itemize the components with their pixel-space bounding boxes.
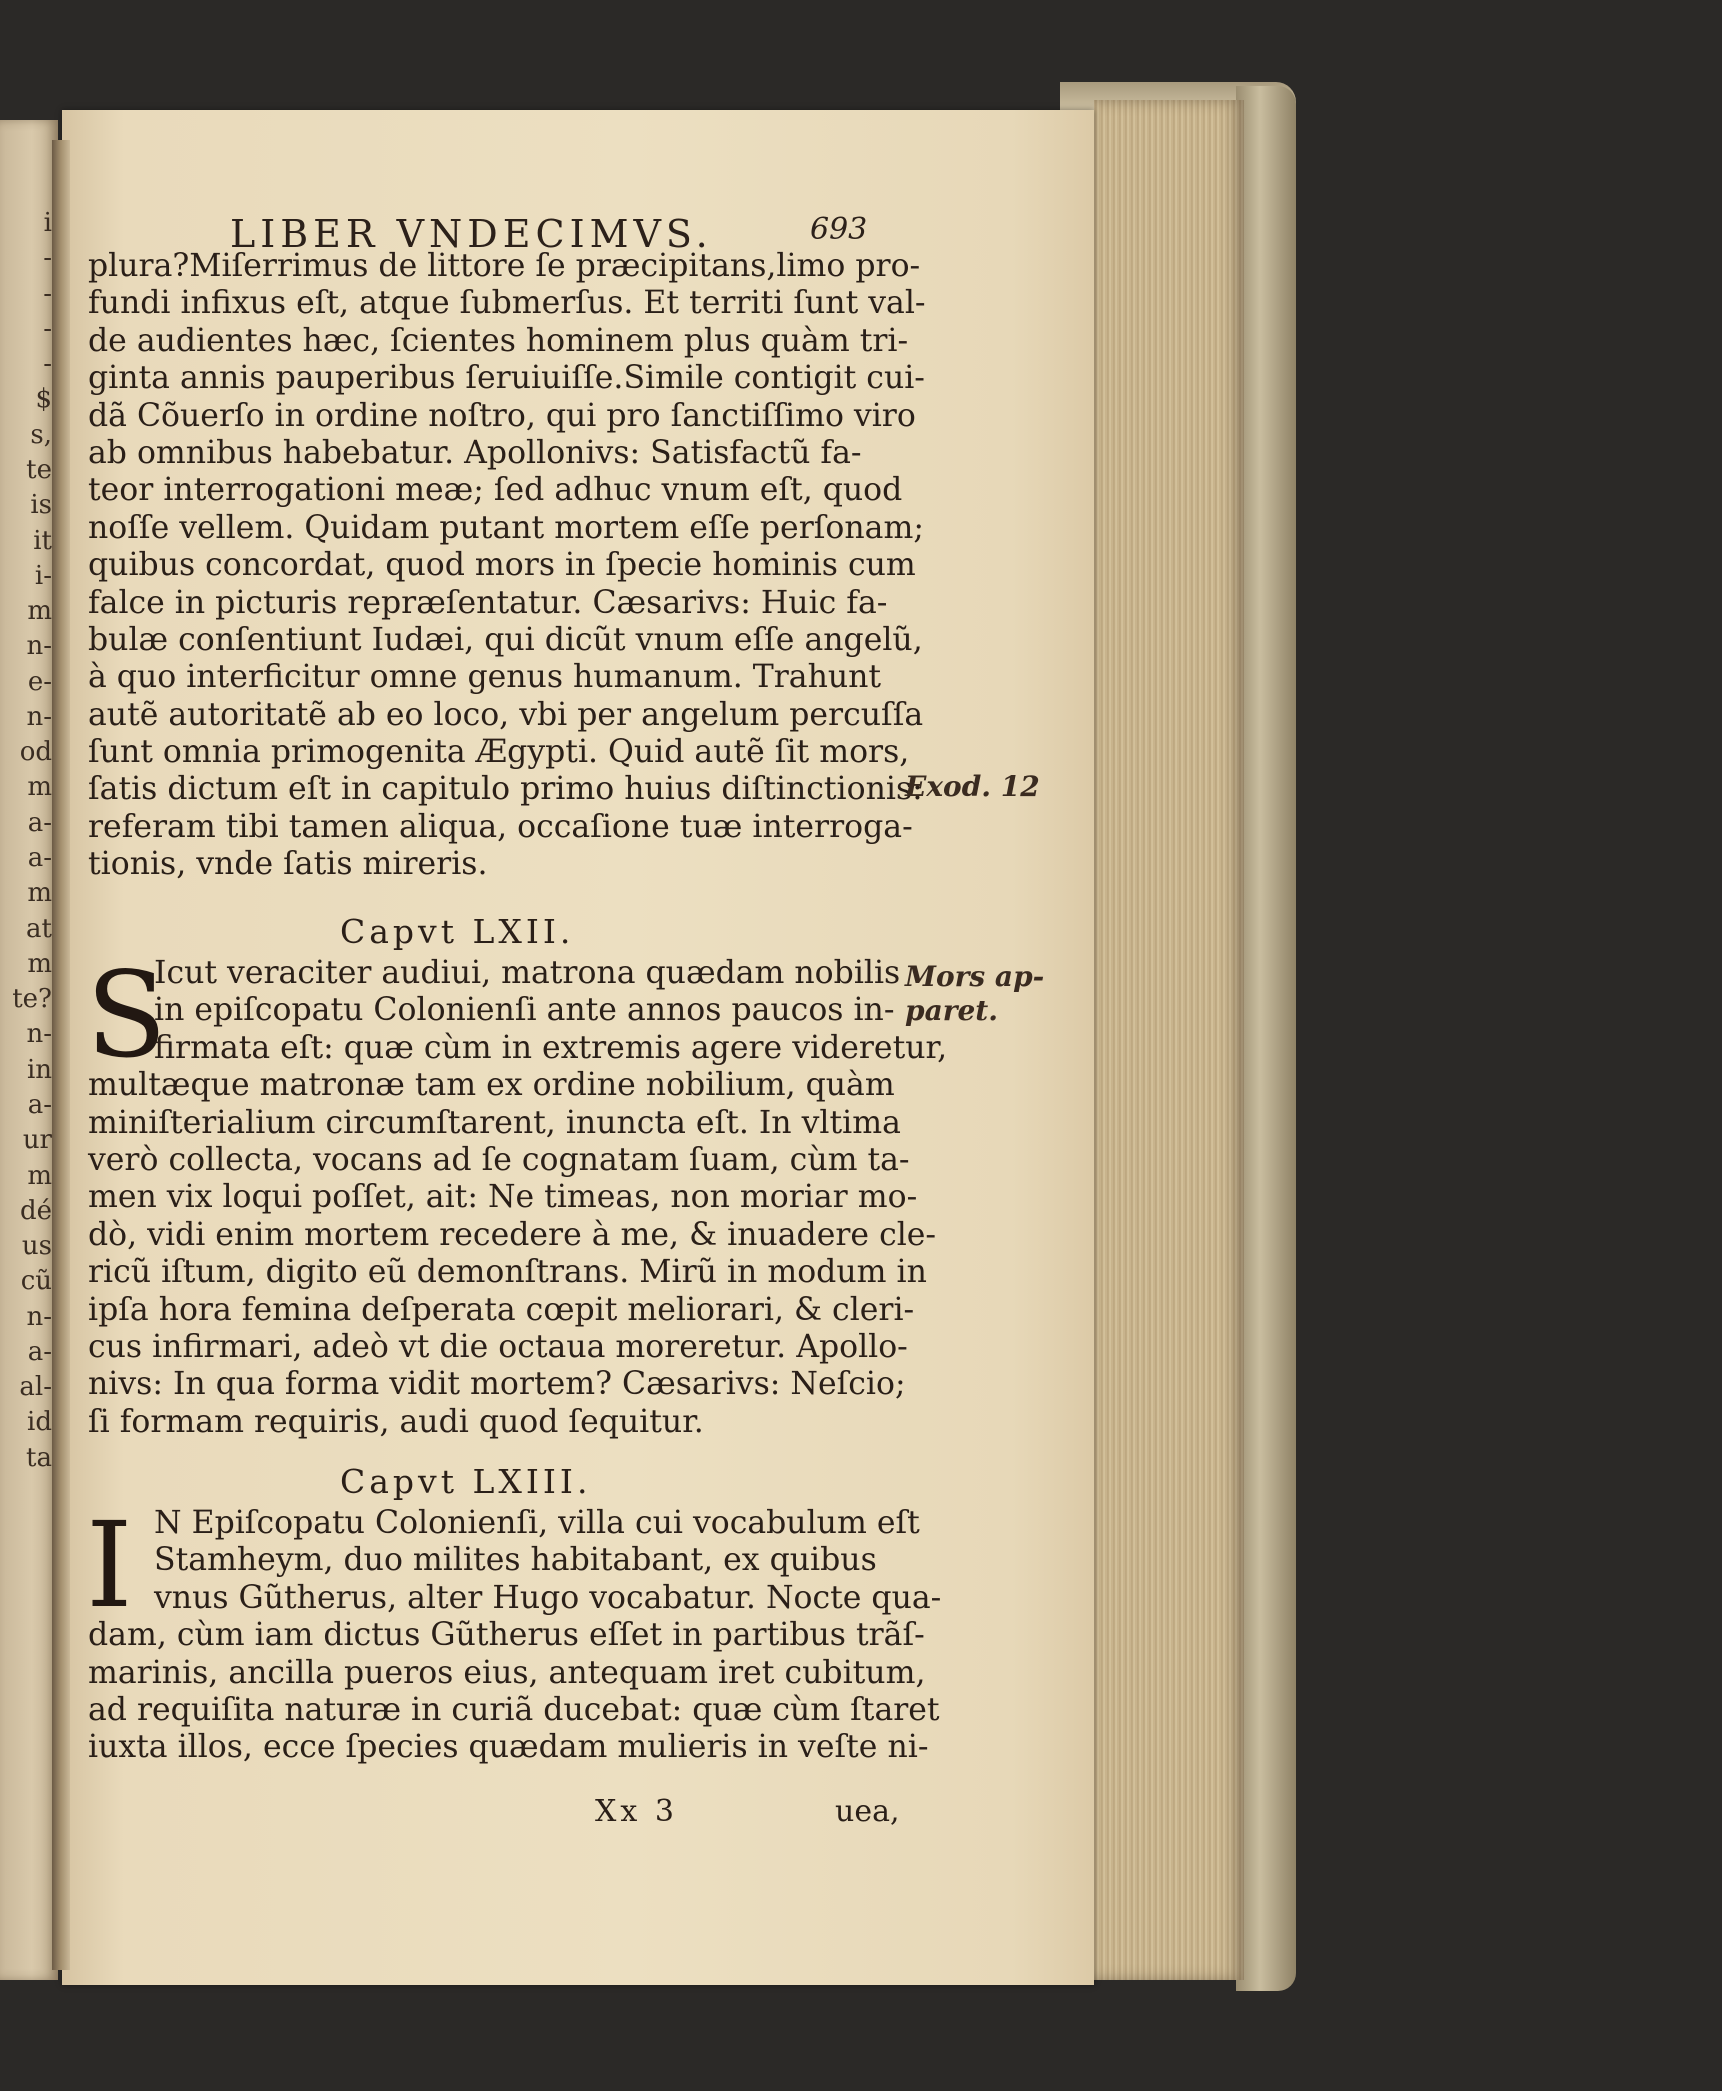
text-line: Stamheym, duo milites habitabant, ex quibus (154, 1542, 877, 1579)
fragment-text: al- (19, 1372, 52, 1403)
text-line: ricũ iſtum, digito eũ demonſtrans. Mirũ in modum in (88, 1254, 927, 1291)
text-line: quibus concordat, quod mors in ſpecie hominis cum (88, 547, 916, 584)
dropcap-s: S (86, 946, 167, 1084)
fragment-text: a- (27, 843, 52, 873)
fragment-text: i (43, 208, 52, 238)
text-line: bulæ conſentiunt Iudæi, qui dicũt vnum eſſe angelũ, (88, 621, 923, 658)
text-line: in epiſcopatu Colonienſi ante annos paucos in- (154, 992, 895, 1029)
text-line: dã Cõuerſo in ordine noſtro, qui pro ſanctiſſimo viro (88, 397, 916, 434)
text-line: dam, cùm iam dictus Gũtherus eſſet in partibus trãſ- (88, 1617, 925, 1654)
text-line: N Epiſcopatu Colonienſi, villa cui vocabulum eſt (154, 1505, 920, 1541)
fragment-text: te? (12, 984, 52, 1015)
fragment-text: $ (35, 384, 52, 415)
text-line: dò, vidi enim mortem recedere à me, & inuadere cle- (88, 1216, 937, 1253)
fragment-text: a- (27, 807, 52, 838)
text-line: de audientes hæc, ſcientes hominem plus quàm tri- (88, 322, 909, 359)
fragment-text: m (27, 948, 52, 979)
fragment-text: at (26, 913, 52, 944)
fragment-text: n- (26, 1301, 52, 1332)
text-line: ginta annis pauperibus ſeruiuiſſe.Simile contigit cui- (88, 360, 925, 397)
page-edges (1094, 100, 1244, 1980)
text-line: men vix loqui poſſet, ait: Ne timeas, non moriar mo- (88, 1179, 918, 1216)
text-line: tionis, vnde ſatis mireris. (88, 846, 488, 883)
text-line: ſatis dictum eſt in capitulo primo huius diſtinctionis: (88, 771, 923, 808)
fragment-text: a- (27, 1089, 52, 1120)
fragment-text: dé (19, 1195, 52, 1226)
text-line: ad requiſita naturæ in curiã ducebat: quæ cùm ſtaret (88, 1691, 940, 1728)
paragraph-1 (88, 248, 926, 884)
fragment-text: - (43, 278, 52, 309)
text-line: ſi formam requiris, audi quod ſequitur. (88, 1403, 704, 1440)
text-line: firmata eſt: quæ cùm in extremis agere videretur, (154, 1029, 948, 1066)
text-line: miniſterialium circumſtarent, inuncta eſt. In vltima (88, 1104, 901, 1141)
fragment-text: m (27, 878, 52, 909)
text-line: nivs: In qua forma vidit mortem? Cæsarivs: Neſcio; (88, 1366, 906, 1403)
text-line: plura?Miſerrimus de littore ſe præcipitans,limo pro- (88, 248, 921, 284)
margin-note-mors-ap: Mors ap- (905, 960, 1045, 993)
text-line: ipſa hora femina deſperata cœpit meliorari, & cleri- (88, 1291, 915, 1328)
catchword: uea, (835, 1794, 900, 1829)
text-line: ſunt omnia primogenita Ægypti. Quid autẽ ſit mors, (88, 734, 910, 771)
gutter (52, 140, 70, 1970)
margin-note-paret: paret. (905, 994, 998, 1027)
fragment-text: m (27, 772, 52, 803)
fragment-text: in (26, 1054, 52, 1085)
fragment-text: is (30, 490, 52, 521)
text-line: cus infirmari, adeò vt die octaua moreretur. Apollo- (88, 1328, 908, 1365)
fragment-text: n- (26, 701, 52, 732)
book-cover-edge (1236, 86, 1296, 1991)
text-line: Icut veraciter audiui, matrona quædam nobilis (154, 955, 901, 991)
text-line: marinis, ancilla pueros eius, antequam iret cubitum, (88, 1654, 926, 1691)
fragment-text: n- (26, 631, 52, 662)
dropcap-i: I (86, 1496, 133, 1634)
margin-note-exod: Exod. 12 (905, 770, 1040, 803)
fragment-text: e- (27, 666, 52, 697)
fragment-text: it (33, 525, 52, 556)
fragment-text: m (27, 1160, 52, 1191)
fragment-text: - (43, 313, 52, 344)
running-title: LIBER VNDECIMVS. (230, 212, 713, 256)
text-line: multæque matronæ tam ex ordine nobilium, quàm (88, 1067, 895, 1104)
text-line: ab omnibus habebatur. Apollonivs: Satisfactũ fa- (88, 434, 862, 471)
text-line: autẽ autoritatẽ ab eo loco, vbi per angelum percuſſa (88, 696, 924, 733)
caput-62-text (86, 946, 948, 1441)
fragment-text: s, (30, 419, 52, 450)
fragment-text: i- (34, 560, 52, 591)
text-line: vnus Gũtherus, alter Hugo vocabatur. Nocte qua- (154, 1579, 942, 1616)
text-line: iuxta illos, ecce ſpecies quædam mulieris in veſte ni- (88, 1729, 929, 1766)
fragment-text: ta (26, 1442, 52, 1473)
caput-63-heading: Capvt LXIII. (340, 1462, 592, 1501)
text-line: referam tibi tamen aliqua, occaſione tuæ interroga- (88, 808, 913, 845)
text-line: verò collecta, vocans ad ſe cognatam ſuam, cùm ta- (88, 1141, 910, 1178)
caput-63-text (86, 1496, 942, 1767)
text-line: noſſe vellem. Quidam putant mortem eſſe perſonam; (88, 509, 924, 546)
page-number: 693 (810, 212, 868, 247)
text-line: teor interrogationi meæ; ſed adhuc vnum eſt, quod (88, 472, 903, 509)
text-line: fundi infixus eſt, atque ſubmerſus. Et territi ſunt val- (88, 285, 926, 322)
fragment-text: id (27, 1407, 52, 1438)
fragment-text: cũ (20, 1266, 52, 1297)
caput-62-heading: Capvt LXII. (340, 912, 575, 951)
fragment-text: - (43, 243, 52, 274)
fragment-text: - (43, 349, 52, 380)
fragment-text: od (19, 737, 52, 768)
text-line: falce in picturis repræſentatur. Cæsarivs: Huic fa- (88, 584, 888, 621)
fragment-text: te (26, 454, 52, 485)
text-line: à quo interficitur omne genus humanum. Trahunt (88, 659, 882, 696)
fragment-text: n- (26, 1019, 52, 1050)
fragment-text: m (27, 596, 52, 627)
fragment-text: ur (22, 1125, 52, 1156)
previous-page-fragments (0, 120, 58, 1920)
fragment-text: a- (27, 1336, 52, 1367)
fragment-text: us (21, 1231, 52, 1262)
signature-mark: Xx 3 (595, 1794, 678, 1829)
